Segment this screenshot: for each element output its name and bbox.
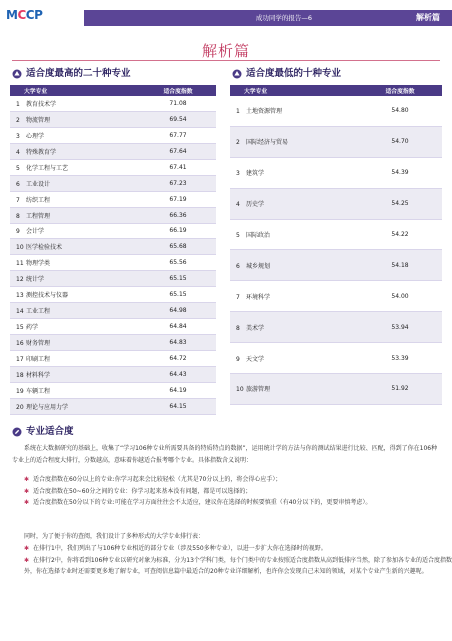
major-name: [10, 163, 140, 172]
target-icon: [12, 69, 22, 79]
top-twenty-heading-text: 适合度最高的二十种专业: [26, 68, 131, 79]
major-name: [230, 230, 358, 239]
table-row: [230, 96, 442, 127]
rank-number: 20: [16, 403, 24, 411]
top-twenty-table: [10, 85, 216, 415]
list-item-text: 适合度指数在50分以下的专业:可能在学习方面往往会不太适应，建议你在选择的时候要慎重（有40分以下的，更要审慎考虑）。: [33, 499, 372, 507]
table-row: [230, 189, 442, 220]
fit-index-value: 64.72: [169, 354, 187, 362]
bullet-icon: ✱: [24, 487, 30, 495]
fit-index-value: 67.41: [169, 163, 187, 171]
fit-index-value: 66.19: [169, 227, 187, 235]
major-label: 天文学: [246, 355, 265, 363]
major-name: [230, 199, 358, 208]
rank-number: 5: [16, 164, 20, 172]
fit-index-value: 67.77: [169, 131, 187, 139]
major-name: [230, 261, 358, 270]
bullet-icon: ✱: [24, 499, 30, 507]
list-item-text: 在排行2中，你将看到106种专业以研究对象为标准，分为13个学科门类，每个门类中的专业按照适合度指数从高到低排序当然，除了参加各专业的适合度指数外，你在选择专业时还需要更多地了解专业，可查阅信息篇中最适合的20种专业详细解析，也许你会发现自己未知的领域，对某个专业产生新的兴趣呢。: [24, 556, 452, 576]
list-item: [24, 486, 452, 498]
list-item: [24, 543, 452, 555]
table-row: [10, 399, 216, 415]
fit-index-value: 64.84: [169, 323, 187, 331]
major-name: [10, 147, 140, 156]
rank-number: 10: [16, 244, 24, 252]
header-section-label: 解析篇: [416, 13, 440, 22]
table-row: [10, 128, 216, 144]
table-row: [10, 192, 216, 208]
fit-index-value: 54.00: [391, 292, 409, 300]
rank-number: 4: [16, 148, 20, 156]
rank-number: 7: [236, 293, 240, 301]
fit-index-value: 65.68: [169, 243, 187, 251]
rank-number: 8: [16, 212, 20, 220]
fit-index-value: 54.70: [391, 138, 409, 146]
column-major: 大学专业: [24, 89, 48, 95]
rank-number: 7: [16, 196, 20, 204]
fit-index-value: 64.19: [169, 386, 187, 394]
major-name: [10, 195, 140, 204]
fit-index-value: 54.22: [391, 231, 409, 238]
fit-index-value: 54.18: [391, 261, 409, 269]
table-row: [10, 96, 216, 112]
major-label: 测控技术与仪器: [26, 292, 69, 300]
fit-heading-text: 专业适合度: [26, 426, 74, 437]
table-row: [10, 144, 216, 160]
rank-number: 8: [236, 324, 240, 332]
rank-number: 5: [236, 232, 240, 239]
rank-number: 17: [16, 355, 24, 363]
major-label: 土地资源管理: [246, 108, 283, 116]
fit-index-value: 67.64: [169, 147, 187, 155]
major-label: 纺织工程: [26, 196, 51, 204]
rank-number: 2: [16, 116, 20, 124]
rank-number: 15: [16, 324, 24, 332]
fit-rankings: [12, 543, 452, 578]
rank-number: 3: [16, 132, 20, 140]
major-name: [230, 168, 358, 177]
table-row: [230, 343, 442, 374]
list-item-text: 在排行1中，我们列出了与106种专业相近的部分专业（涉及550多种专业），以进一步扩大你在选择时的视野。: [33, 545, 327, 552]
column-major: 大学专业: [244, 89, 268, 95]
table-row: [10, 319, 216, 335]
table-row: [10, 255, 216, 271]
major-name: [10, 338, 140, 347]
table-row: [230, 220, 442, 251]
rank-number: 12: [16, 276, 24, 284]
major-label: 国际经济与贸易: [246, 139, 289, 147]
table-row: [10, 224, 216, 240]
major-name: [230, 292, 358, 301]
major-name: [10, 211, 140, 220]
rank-number: 1: [16, 100, 20, 108]
major-label: 物流管理: [26, 116, 51, 124]
rank-number: 4: [236, 201, 240, 209]
major-label: 历史学: [246, 201, 265, 209]
table-row: [10, 383, 216, 399]
rank-number: 14: [16, 308, 24, 316]
fit-index-value: 65.15: [169, 275, 187, 283]
fit-index-value: 64.15: [169, 402, 187, 410]
table-header: [230, 85, 442, 96]
pencil-icon: [12, 427, 22, 437]
fit-intro: 系统在大数据研究的基础上，收集了“学习106种专业所需要具备的特质特点的数据”，运用统计学的方法与你的测试结果进行比较、匹配，得到了你在106种专业上的适合程度大排行，分数越高，意味着你越适合报考哪个专业。具体指数含义说明：: [12, 445, 438, 464]
bullet-icon: ✱: [24, 476, 30, 483]
major-name: [10, 115, 140, 124]
rank-number: 1: [236, 108, 240, 116]
major-label: 环境科学: [246, 293, 271, 301]
table-row: [10, 160, 216, 176]
major-name: [10, 386, 140, 395]
major-name: [10, 290, 140, 299]
major-name: [10, 258, 140, 267]
rank-number: 9: [16, 228, 20, 236]
table-row: [10, 112, 216, 128]
major-label: 医学检验技术: [26, 244, 63, 252]
major-label: 车辆工程: [26, 387, 51, 395]
fit-index-value: 64.43: [169, 370, 187, 378]
table-row: [230, 312, 442, 343]
table-row: [10, 351, 216, 367]
rank-number: 6: [16, 180, 20, 188]
major-name: [230, 354, 358, 363]
fit-index-value: 71.08: [169, 99, 187, 107]
fit-index-value: 51.92: [391, 385, 409, 393]
fit-index-value: 54.39: [391, 169, 409, 177]
table-row: [10, 176, 216, 192]
brand-logo: MCCP: [6, 8, 43, 22]
major-label: 化学工程与工艺: [26, 164, 69, 172]
major-name: [230, 106, 358, 115]
major-label: 工业设计: [26, 180, 51, 188]
major-name: [10, 274, 140, 283]
column-index: 适合度指数: [163, 89, 193, 95]
major-name: [10, 402, 140, 411]
major-label: 理论与应用力学: [26, 403, 69, 411]
major-label: 教育技术学: [26, 100, 57, 108]
header-title: 成功同学的报告—6: [255, 14, 313, 22]
rank-number: 13: [16, 292, 24, 300]
major-label: 统计学: [26, 276, 45, 284]
major-label: 会计学: [26, 228, 45, 236]
major-label: 国际政治: [246, 232, 271, 239]
column-index: 适合度指数: [385, 89, 415, 95]
rank-number: 2: [236, 139, 240, 147]
page-header: [0, 0, 452, 30]
major-label: 美术学: [246, 324, 265, 332]
major-name: [10, 370, 140, 379]
fit-index-value: 64.98: [169, 307, 187, 315]
table-row: [10, 239, 216, 255]
title-divider: [12, 60, 440, 61]
major-label: 印刷工程: [26, 355, 51, 363]
fit-index-value: 66.36: [169, 211, 187, 219]
fit-index-value: 67.19: [169, 195, 187, 203]
table-row: [10, 335, 216, 351]
bottom-ten-heading-text: 适合度最低的十种专业: [246, 68, 342, 79]
fit-index-value: 53.94: [391, 323, 409, 331]
rank-number: 16: [16, 340, 24, 348]
major-name: [230, 384, 358, 393]
bullet-icon: ✱: [24, 556, 30, 564]
fit-bullets: [12, 474, 452, 509]
major-label: 工程管理: [26, 212, 51, 220]
list-item-text: 适合度指数在50~60分之间的专业：你学习起来基本没有问题，都是可以选择的；: [33, 487, 252, 495]
major-name: [230, 323, 358, 332]
major-label: 城乡规划: [246, 262, 271, 270]
major-name: [10, 179, 140, 188]
target-icon: [232, 69, 242, 79]
fit-index-value: 69.54: [169, 115, 187, 123]
major-label: 材料科学: [26, 371, 51, 379]
list-item: [24, 497, 452, 509]
table-row: [230, 281, 442, 312]
fit-index-value: 53.39: [391, 354, 409, 362]
major-name: [230, 137, 358, 146]
bullet-icon: ✱: [24, 545, 30, 552]
fit-lead: 同时，为了便于你的查阅，我们设计了多种形式的大学专业排行表：: [24, 533, 205, 540]
major-label: 财务管理: [26, 340, 51, 348]
rank-number: 19: [16, 387, 24, 395]
table-row: [10, 287, 216, 303]
table-row: [10, 271, 216, 287]
bottom-ten-heading: [232, 67, 341, 81]
major-name: [10, 242, 140, 251]
page-title: 解析篇: [201, 42, 250, 60]
top-twenty-heading: [12, 67, 131, 81]
major-label: 建筑学: [246, 170, 265, 178]
rank-number: 10: [236, 386, 244, 394]
major-label: 物理学类: [26, 260, 51, 268]
rank-number: 18: [16, 371, 24, 379]
rank-number: 11: [16, 260, 24, 268]
major-label: 特殊教育学: [26, 148, 57, 156]
table-row: [230, 250, 442, 281]
major-label: 工业工程: [26, 308, 51, 316]
header-bar: [84, 10, 452, 26]
major-label: 旅游管理: [246, 386, 271, 394]
major-name: [10, 354, 140, 363]
fit-index-value: 54.25: [391, 200, 409, 208]
major-label: 心理学: [26, 132, 45, 140]
list-item: [24, 555, 452, 578]
fit-index-value: 65.15: [169, 291, 187, 299]
bottom-ten-table: [230, 85, 442, 405]
table-row: [10, 208, 216, 224]
table-row: [10, 367, 216, 383]
major-name: [10, 306, 140, 315]
table-row: [230, 158, 442, 189]
fit-index-value: 65.56: [169, 259, 187, 267]
major-name: [10, 322, 140, 331]
table-row: [10, 303, 216, 319]
fit-index-value: 54.80: [391, 107, 409, 115]
rank-number: 9: [236, 355, 240, 363]
major-name: [10, 99, 140, 108]
table-row: [230, 127, 442, 158]
table-row: [230, 374, 442, 405]
table-header: [10, 85, 216, 96]
list-item: [24, 474, 452, 486]
list-item-text: 适合度指数在60分以上的专业:你学习起来会比较轻松（尤其是70分以上的，将会得心应手）；: [33, 476, 282, 483]
major-label: 药学: [26, 324, 39, 332]
fit-heading: [12, 425, 74, 439]
fit-index-value: 64.83: [169, 339, 187, 347]
fit-index-value: 67.23: [169, 179, 187, 187]
rank-number: 6: [236, 262, 240, 270]
major-name: [10, 226, 140, 235]
major-name: [10, 131, 140, 140]
rank-number: 3: [236, 170, 240, 178]
